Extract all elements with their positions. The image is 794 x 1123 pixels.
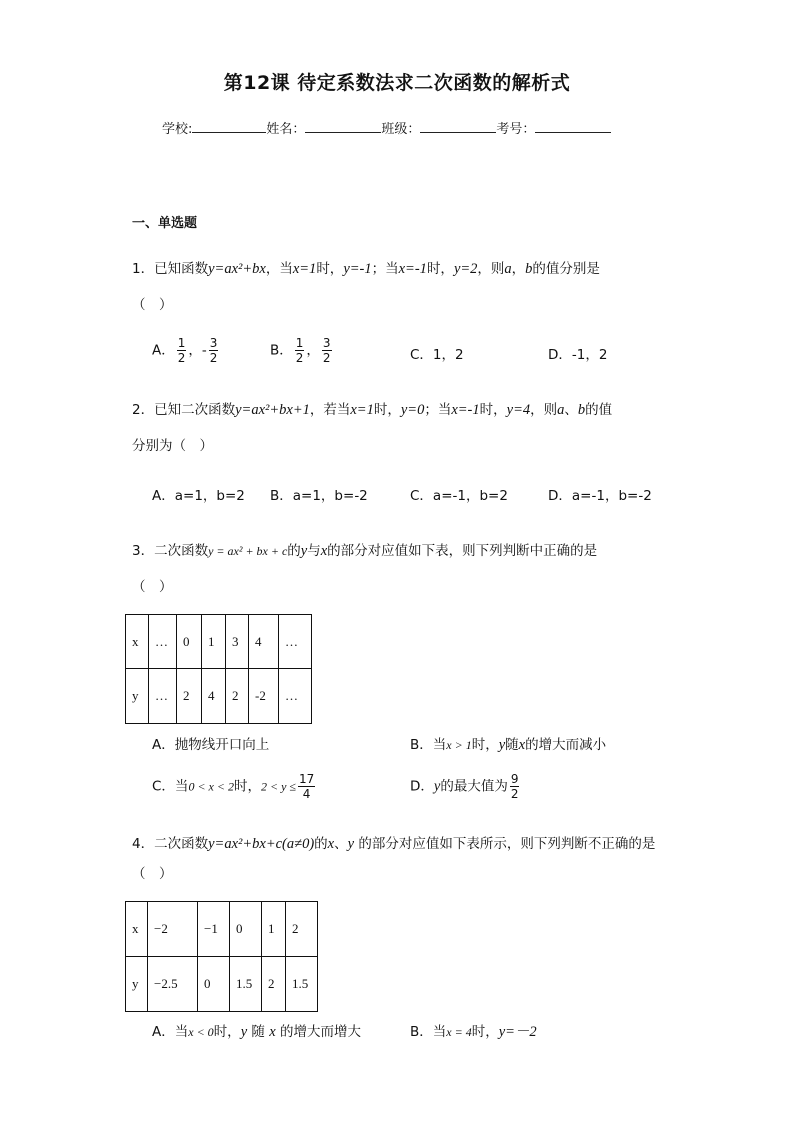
question-3-value-table bbox=[125, 614, 312, 724]
table-row-x bbox=[126, 902, 318, 957]
table-cell: … bbox=[279, 669, 312, 724]
question-1-stem: 1．已知函数y=ax²+bx，当x=1时，y=-1；当x=-1时，y=2，则a，b的值分别是 bbox=[132, 261, 600, 277]
question-1-option-b[interactable]: B． $\frac{1}{2}$ ， $\frac{3}{2}$ bbox=[270, 336, 331, 365]
question-2-stem-line2: 分别为（ ） bbox=[132, 438, 213, 454]
table-cell: 0 bbox=[230, 902, 262, 957]
table-cell: y bbox=[126, 957, 148, 1012]
name-label: 姓名： bbox=[266, 122, 306, 137]
table-cell: 1 bbox=[262, 902, 286, 957]
question-4-value-table bbox=[125, 901, 318, 1012]
page-title: 第12课 待定系数法求二次函数的解析式 bbox=[223, 72, 571, 94]
table-cell: y bbox=[126, 669, 149, 724]
table-cell: 2 bbox=[226, 669, 249, 724]
table-cell: 4 bbox=[249, 615, 279, 669]
table-cell: … bbox=[149, 615, 177, 669]
question-3-paren: （ ） bbox=[132, 579, 173, 595]
question-2-option-c[interactable]: C．a=-1，b=2 bbox=[410, 488, 508, 504]
table-cell: 1 bbox=[202, 615, 226, 669]
question-2-stem: 2．已知二次函数y=ax²+bx+1，若当x=1时，y=0；当x=-1时，y=4，则a、b的值 bbox=[132, 402, 613, 418]
question-2-option-b[interactable]: B．a=1，b=-2 bbox=[270, 488, 368, 504]
table-cell: … bbox=[149, 669, 177, 724]
table-row-x bbox=[126, 615, 312, 669]
section-heading: 一、单选题 bbox=[132, 216, 198, 231]
table-cell: −2.5 bbox=[148, 957, 198, 1012]
number-blank[interactable] bbox=[535, 119, 611, 133]
table-cell: 2 bbox=[262, 957, 286, 1012]
table-cell: 3 bbox=[226, 615, 249, 669]
table-row-y bbox=[126, 669, 312, 724]
question-2-option-d[interactable]: D．a=-1，b=-2 bbox=[548, 488, 652, 504]
table-cell: 1.5 bbox=[230, 957, 262, 1012]
question-3-option-a[interactable]: A．抛物线开口向上 bbox=[152, 737, 270, 753]
class-blank[interactable] bbox=[420, 119, 496, 133]
question-4-option-a[interactable]: A．当x < 0时，y 随 x 的增大而增大 bbox=[152, 1024, 361, 1040]
table-cell: 2 bbox=[286, 902, 318, 957]
question-3-option-b[interactable]: B．当x > 1时，y随x的增大而减小 bbox=[410, 737, 607, 753]
class-label: 班级： bbox=[381, 122, 421, 137]
table-cell: 1.5 bbox=[286, 957, 318, 1012]
table-cell: 2 bbox=[177, 669, 202, 724]
table-cell: 0 bbox=[177, 615, 202, 669]
table-cell: … bbox=[279, 615, 312, 669]
name-blank[interactable] bbox=[305, 119, 381, 133]
table-cell: x bbox=[126, 902, 148, 957]
table-row-y bbox=[126, 957, 318, 1012]
question-4-option-b[interactable]: B．当x = 4时，y=－2 bbox=[410, 1024, 537, 1040]
question-4-stem: 4．二次函数y=ax²+bx+c(a≠0)的x、y 的部分对应值如下表所示，则下列判断不正确的是 bbox=[132, 836, 656, 852]
table-cell: -2 bbox=[249, 669, 279, 724]
table-cell: x bbox=[126, 615, 149, 669]
school-blank[interactable] bbox=[192, 119, 266, 133]
number-label: 考号： bbox=[496, 122, 536, 137]
school-label: 学校: bbox=[162, 122, 193, 137]
question-3-stem: 3．二次函数y = ax² + bx + c的y与x的部分对应值如下表，则下列判断中正确的是 bbox=[132, 543, 598, 559]
student-info-line bbox=[162, 118, 611, 137]
table-cell: −2 bbox=[148, 902, 198, 957]
question-1-option-d[interactable]: D．-1，2 bbox=[548, 347, 608, 363]
table-cell: −1 bbox=[198, 902, 230, 957]
question-4-paren: （ ） bbox=[132, 866, 173, 882]
question-2-option-a[interactable]: A．a=1，b=2 bbox=[152, 488, 245, 504]
question-1-option-c[interactable]: C．1，2 bbox=[410, 347, 464, 363]
question-3-option-c[interactable]: C．当0 < x < 2时，2 < y ≤ $\frac{17}{4}$ bbox=[152, 772, 315, 801]
question-1-option-a[interactable]: A． $\frac{1}{2}$ ，- $\frac{3}{2}$ bbox=[152, 336, 218, 365]
table-cell: 0 bbox=[198, 957, 230, 1012]
question-3-option-d[interactable]: D．y的最大值为 $\frac{9}{2}$ bbox=[410, 772, 519, 801]
question-1-paren: （ ） bbox=[132, 297, 173, 313]
table-cell: 4 bbox=[202, 669, 226, 724]
